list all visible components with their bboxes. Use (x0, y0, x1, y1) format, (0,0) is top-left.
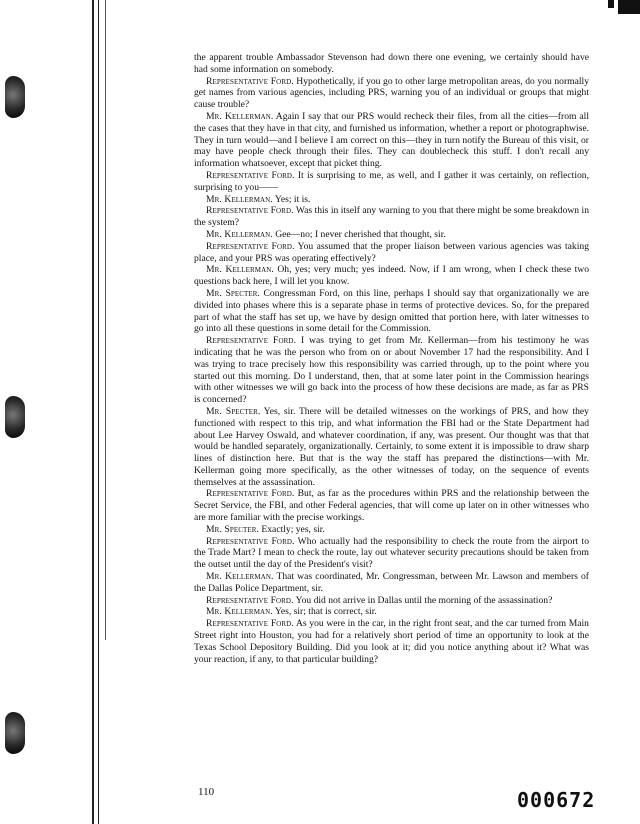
paragraph-text: You assumed that the proper liaison between various agencies was taking place, and your PRS was operating effectively? (194, 240, 589, 264)
paragraph-text: I was trying to get from Mr. Kellerman—from his testimony he was indicating that he was the person who from on or about November 17 had the responsibility. And I was trying to trace precisely how this responsibility was carried through, up to the point where you started out this morning. Do I understand, then, that at some later point in the Commission hearings with other witnesses we will go back into the process of how these decisions are made, as far as PRS is concerned? (194, 335, 589, 406)
testimony-paragraph (194, 241, 589, 265)
paragraph-text: Who actually had the responsibility to check the route from the airport to the Trade Mart? I mean to check the route, lay out whatever security precautions should be taken from the outset until the day of the President's visit? (194, 535, 589, 571)
paragraph-text: As you were in the car, in the right front seat, and the car turned from Main Street right into Houston, you had for a relatively short period of time an opportunity to look at the Texas School Depository Building. Did you look at it; did you notice anything about it? What was your reaction, if any, to that particular building? (194, 618, 589, 665)
paragraph-text: Yes; it is. (272, 193, 311, 205)
testimony-paragraph (194, 606, 589, 618)
speaker-name: Mr. Specter. (206, 523, 259, 535)
punch-hole (5, 396, 25, 438)
testimony-paragraph (194, 170, 589, 194)
speaker-name: Mr. Kellerman. (206, 228, 273, 240)
testimony-paragraph (194, 536, 589, 571)
paragraph-text: You did not arrive in Dallas until the morning of the assassination? (293, 594, 553, 606)
testimony-paragraph (194, 205, 589, 229)
speaker-name: Mr. Kellerman. (206, 571, 274, 583)
paragraph-text: Congressman Ford, on this line, perhaps I should say that organizationally we are divided into phases where this is a separate phase in terms of protective devices. So, for the prepared part of what the staff has set up, we have by design omitted that portion here, with later witnesses to go into all these questions in some detail for the Commission. (194, 287, 589, 335)
speaker-name: Mr. Kellerman. (206, 193, 273, 205)
paragraph-text: Oh, yes; very much; yes indeed. Now, if I am wrong, when I check these two questions back here, I will let you know. (194, 264, 589, 288)
testimony-paragraph (194, 406, 589, 489)
speaker-name: Mr. Kellerman. (206, 264, 274, 276)
testimony-paragraph (194, 488, 589, 523)
testimony-paragraph (194, 194, 589, 206)
testimony-paragraph (194, 111, 589, 170)
testimony-paragraph (194, 571, 589, 595)
paragraph-text: Yes, sir. There will be detailed witnesses on the workings of PRS, and how they functioned with respect to this trip, and what information the FBI had or the State Department had about Lee Harvey Oswald, and whatever coordination, if any, was present. Our thought was that that would be handled separately, organizationally. Certainly, to some extent it is impossible to draw sharp lines of distinction here. But that is the way the staff has prepared the distinctions—with Mr. Kellerman going more specifically, as the other witnesses of today, on the sequence of events themselves at the assassination. (194, 405, 589, 488)
testimony-text (194, 52, 589, 665)
paragraph-text: Was this in itself any warning to you that there might be some breakdown in the system? (194, 205, 589, 229)
speaker-name: Representative Ford. (206, 488, 295, 500)
speaker-name: Mr. Kellerman. (206, 110, 274, 122)
binding-line (105, 0, 106, 640)
binding-line (92, 0, 94, 824)
paragraph-text: Hypothetically, if you go to other large metropolitan areas, do you normally get names from various agencies, including PRS, warning you of an individual or groups that might cause trouble? (194, 75, 589, 111)
testimony-paragraph (194, 229, 589, 241)
testimony-paragraph (194, 288, 589, 335)
paragraph-text: Gee—no; I never cherished that thought, sir. (272, 228, 446, 240)
testimony-paragraph (194, 264, 589, 288)
paragraph-text: Again I say that our PRS would recheck their files, from all the cities—from all the cases that they have in that city, and furnished us information, whether a report or photographwise. They in turn would—and I believe I am correct on this—they in turn notify the Bureau of this visit, or may have people check through their files. They can doublecheck this stuff. I don't recall any information whatsoever, except that picket thing. (194, 110, 589, 170)
punch-hole (5, 76, 25, 118)
speaker-name: Representative Ford. (206, 169, 295, 181)
paragraph-text: Yes, sir; that is correct, sir. (272, 606, 377, 618)
binding-line (98, 0, 99, 824)
speaker-name: Representative Ford. (206, 535, 295, 547)
paragraph-text: That was coordinated, Mr. Congressman, between Mr. Lawson and members of the Dallas Police Department, sir. (194, 571, 589, 594)
speaker-name: Representative Ford. (206, 205, 294, 217)
testimony-paragraph (194, 595, 589, 607)
speaker-name: Representative Ford. (206, 75, 294, 87)
testimony-paragraph (194, 618, 589, 665)
paragraph-text: It is surprising to me, as well, and I gather it was certainly, on reflection, surprising to you—— (194, 169, 589, 193)
punch-hole (5, 712, 25, 754)
scan-corner-mark (618, 0, 640, 14)
speaker-name: Representative Ford. (206, 335, 297, 347)
speaker-name: Representative Ford. (206, 618, 294, 630)
testimony-paragraph (194, 76, 589, 111)
scan-corner-mark (608, 0, 614, 8)
speaker-name: Mr. Specter. (206, 287, 261, 299)
speaker-name: Mr. Specter. (206, 405, 261, 417)
scan-margin (0, 0, 112, 824)
paragraph-text: the apparent trouble Ambassador Stevenson had down there one evening, we certainly should have had some information on somebody. (194, 52, 589, 75)
speaker-name: Representative Ford. (206, 594, 294, 606)
paragraph-text: But, as far as the procedures within PRS and the relationship between the Secret Service, the FBI, and other Federal agencies, that will come up later on in other witnesses who are more familiar with the precise workings. (194, 488, 589, 524)
page-number: 110 (198, 786, 215, 798)
testimony-paragraph (194, 335, 589, 406)
paragraph-text: Exactly; yes, sir. (259, 523, 325, 535)
testimony-paragraph (194, 52, 589, 76)
speaker-name: Mr. Kellerman. (206, 606, 273, 618)
testimony-paragraph (194, 524, 589, 536)
speaker-name: Representative Ford. (206, 240, 295, 252)
document-number: 000672 (517, 788, 596, 812)
